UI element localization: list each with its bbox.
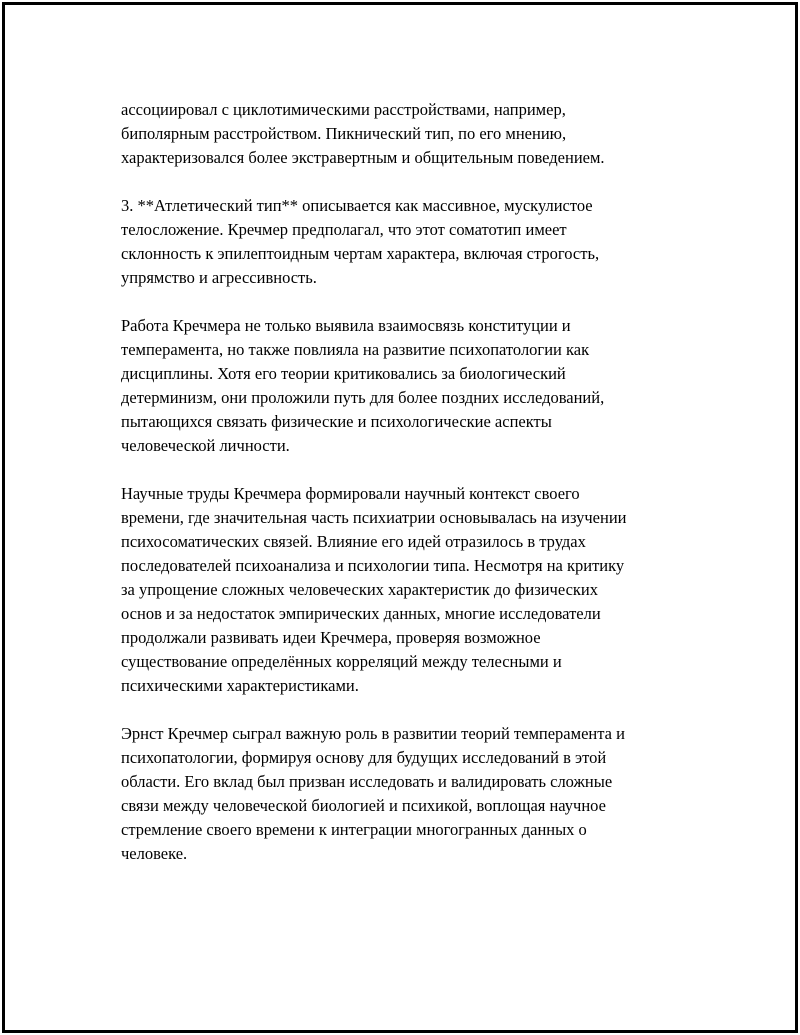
text-line: психосоматических связей. Влияние его идей отразилось в трудах [121, 532, 586, 551]
text-line: основ и за недостаток эмпирических данных, многие исследователи [121, 604, 601, 623]
text-line: психическими характеристиками. [121, 676, 359, 695]
paragraph-conclusion [121, 722, 711, 866]
text-line: упрямство и агрессивность. [121, 268, 317, 287]
text-line: пытающихся связать физические и психологические аспекты [121, 412, 552, 431]
text-line: 3. **Атлетический тип** описывается как массивное, мускулистое [121, 196, 593, 215]
paragraph-athletic-type [121, 194, 711, 290]
text-line: существование определённых корреляций между телесными и [121, 652, 562, 671]
text-line: за упрощение сложных человеческих характеристик до физических [121, 580, 599, 599]
text-line: темперамента, но также повлияла на развитие психопатологии как [121, 340, 590, 359]
text-line: продолжали развивать идеи Кречмера, проверяя возможное [121, 628, 541, 647]
text-line: биполярным расстройством. Пикнический тип, по его мнению, [121, 124, 567, 143]
text-line: детерминизм, они проложили путь для более поздних исследований, [121, 388, 605, 407]
text-line: Работа Кречмера не только выявила взаимосвязь конституции и [121, 316, 571, 335]
text-line: последователей психоанализа и психологии типа. Несмотря на критику [121, 556, 625, 575]
text-line: ассоциировал с циклотимическими расстройствами, например, [121, 100, 566, 119]
text-line: дисциплины. Хотя его теории критиковались за биологический [121, 364, 566, 383]
text-line: Эрнст Кречмер сыграл важную роль в развитии теорий темперамента и [121, 724, 625, 743]
page-frame [2, 2, 798, 1033]
text-line: связи между человеческой биологией и психикой, воплощая научное [121, 796, 606, 815]
text-line: психопатологии, формируя основу для будущих исследований в этой [121, 748, 607, 767]
text-line: стремление своего времени к интеграции многогранных данных о [121, 820, 587, 839]
text-line: области. Его вклад был призван исследовать и валидировать сложные [121, 772, 613, 791]
text-line: Научные труды Кречмера формировали научный контекст своего [121, 484, 580, 503]
paragraph-scientific-context [121, 482, 711, 698]
text-line: склонность к эпилептоидным чертам характера, включая строгость, [121, 244, 600, 263]
text-line: человеке. [121, 844, 188, 863]
text-line: телосложение. Кречмер предполагал, что этот соматотип имеет [121, 220, 567, 239]
paragraph-kretschmer-work [121, 314, 711, 458]
document-body [121, 98, 711, 890]
text-line: времени, где значительная часть психиатрии основывалась на изучении [121, 508, 627, 527]
paragraph-pyknic-continuation [121, 98, 711, 170]
text-line: характеризовался более экстравертным и общительным поведением. [121, 148, 605, 167]
text-line: человеческой личности. [121, 436, 290, 455]
